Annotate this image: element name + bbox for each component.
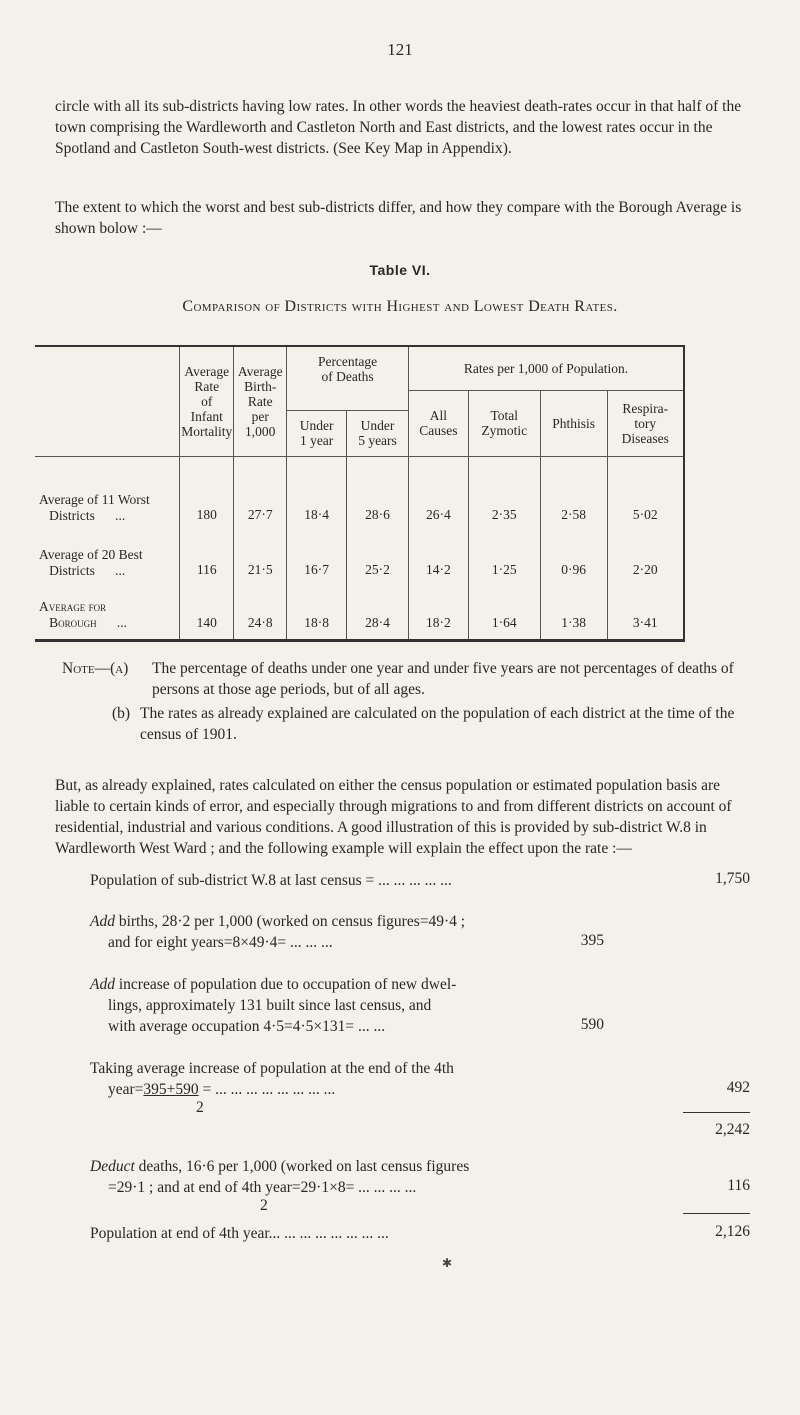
table-row-worst — [35, 456, 684, 528]
cell-zymotic: 2·35 — [468, 456, 540, 528]
note-a-text: The percentage of deaths under one year and under five years are not percentages of deaths of persons at those age periods, but of all ages. — [152, 660, 734, 698]
calc-add-increase-cont2: with average occupation 4·5=4·5×131= ... ... — [108, 1018, 386, 1035]
comparison-paragraph: The extent to which the worst and best sub-districts differ, and how they compare with the Borough Average is shown bolow :— — [55, 199, 742, 237]
header-percentage-of-deaths: Percentage of Deaths — [287, 346, 409, 410]
header-under-1-year: Under 1 year — [287, 410, 347, 456]
header-all-causes: All Causes — [408, 390, 468, 456]
death-rates-table — [35, 345, 685, 642]
header-infant-mortality: Average Rate of Infant Mortality — [180, 346, 234, 456]
table-title: Table VI. — [369, 262, 431, 278]
migration-paragraph: But, as already explained, rates calculated on either the census population or estimated population basis are liable to certain kinds of error, and especially through migrations to and from different districts on account of residential, industrial and various conditions. A good illustration of this is provided by sub-district W.8 in Wardleworth West Ward ; and the following example will explain the effect upon the rate :— — [55, 777, 732, 857]
calc-add-births-cont: and for eight years=8×49·4= ... ... ... — [108, 934, 333, 951]
note-a — [62, 658, 740, 700]
row-label-borough: Average for Borough ... — [35, 583, 180, 640]
calc-average-increase: Taking average increase of population at the end of the 4th — [90, 1060, 454, 1077]
header-total-zymotic: Total Zymotic — [468, 390, 540, 456]
cell-infant-mortality: 140 — [180, 583, 234, 640]
cell-respiratory: 5·02 — [607, 456, 684, 528]
table-row-borough — [35, 583, 684, 640]
header-empty-cell — [35, 346, 180, 456]
cell-infant-mortality: 116 — [180, 528, 234, 583]
cell-under-5: 28·6 — [347, 456, 409, 528]
value-final-population: 2,126 — [715, 1223, 750, 1240]
cell-under-1: 16·7 — [287, 528, 347, 583]
header-under-5-years: Under 5 years — [347, 410, 409, 456]
calc-add-increase-cont1: lings, approximately 131 built since last census, and — [108, 997, 432, 1014]
sum-rule-2 — [683, 1213, 750, 1214]
value-increase: 590 — [580, 1016, 604, 1033]
cell-zymotic: 1·25 — [468, 528, 540, 583]
row-label-best: Average of 20 Best Districts ... — [39, 547, 143, 578]
header-birth-rate: Average Birth- Rate per 1,000 — [234, 346, 287, 456]
calc-average-increase-cont: year=395+590 = ... ... ... ... ... ... ... ... — [108, 1081, 336, 1098]
cell-under-5: 25·2 — [347, 528, 409, 583]
table-row-best — [35, 528, 684, 583]
calc-deduct-deaths: Deduct deaths, 16·6 per 1,000 (worked on last census figures — [90, 1158, 470, 1175]
cell-under-5: 28·4 — [347, 583, 409, 640]
calc-add-increase: Add increase of population due to occupation of new dwel- — [90, 976, 457, 993]
calc-deduct-denominator: 2 — [260, 1197, 268, 1214]
value-subtotal: 2,242 — [715, 1121, 750, 1138]
note-b-label: (b) — [112, 705, 131, 722]
intro-paragraph: circle with all its sub-districts having low rates. In other words the heaviest death-rates occur in that half of the town comprising the Wardleworth and Castleton North and East districts, and the lowest rates occur in the Spotland and Castleton South-west districts. (See Key Map in Appendix). — [55, 98, 742, 157]
header-respiratory-diseases: Respira- tory Diseases — [607, 390, 684, 456]
table-subtitle: Comparison of Districts with Highest and Lowest Death Rates. — [182, 298, 618, 315]
cell-respiratory: 2·20 — [607, 528, 684, 583]
print-mark-icon: ✱ — [442, 1256, 453, 1270]
cell-all-causes: 14·2 — [408, 528, 468, 583]
row-label-worst: Average of 11 Worst Districts ... — [39, 492, 150, 523]
calc-deduct-deaths-cont: =29·1 ; and at end of 4th year=29·1×8= ... ... ... ... — [108, 1179, 417, 1196]
note-b — [90, 703, 740, 745]
page-number: 121 — [387, 40, 413, 59]
sum-rule-1 — [683, 1112, 750, 1113]
cell-phthisis: 1·38 — [540, 583, 607, 640]
calc-census-population: Population of sub-district W.8 at last census = ... ... ... ... ... — [90, 872, 452, 889]
value-deduct: 116 — [727, 1177, 750, 1194]
header-rates-per-1000: Rates per 1,000 of Population. — [408, 346, 684, 390]
cell-under-1: 18·8 — [287, 583, 347, 640]
cell-respiratory: 3·41 — [607, 583, 684, 640]
note-b-text: The rates as already explained are calculated on the population of each district at the time of the census of 1901. — [140, 705, 735, 743]
calc-average-denominator: 2 — [196, 1099, 204, 1116]
cell-phthisis: 2·58 — [540, 456, 607, 528]
cell-under-1: 18·4 — [287, 456, 347, 528]
value-births: 395 — [580, 932, 604, 949]
cell-zymotic: 1·64 — [468, 583, 540, 640]
note-a-label: Note—(a) — [62, 660, 129, 677]
cell-birth-rate: 24·8 — [234, 583, 287, 640]
cell-all-causes: 26·4 — [408, 456, 468, 528]
calc-add-births: Add births, 28·2 per 1,000 (worked on census figures=49·4 ; — [90, 913, 466, 930]
value-average-increase: 492 — [726, 1079, 750, 1096]
header-phthisis: Phthisis — [540, 390, 607, 456]
cell-all-causes: 18·2 — [408, 583, 468, 640]
cell-infant-mortality: 180 — [180, 456, 234, 528]
cell-birth-rate: 21·5 — [234, 528, 287, 583]
cell-phthisis: 0·96 — [540, 528, 607, 583]
cell-birth-rate: 27·7 — [234, 456, 287, 528]
value-census-population: 1,750 — [715, 870, 750, 887]
calc-final-population: Population at end of 4th year... ... ... ... ... ... ... ... — [90, 1225, 389, 1242]
